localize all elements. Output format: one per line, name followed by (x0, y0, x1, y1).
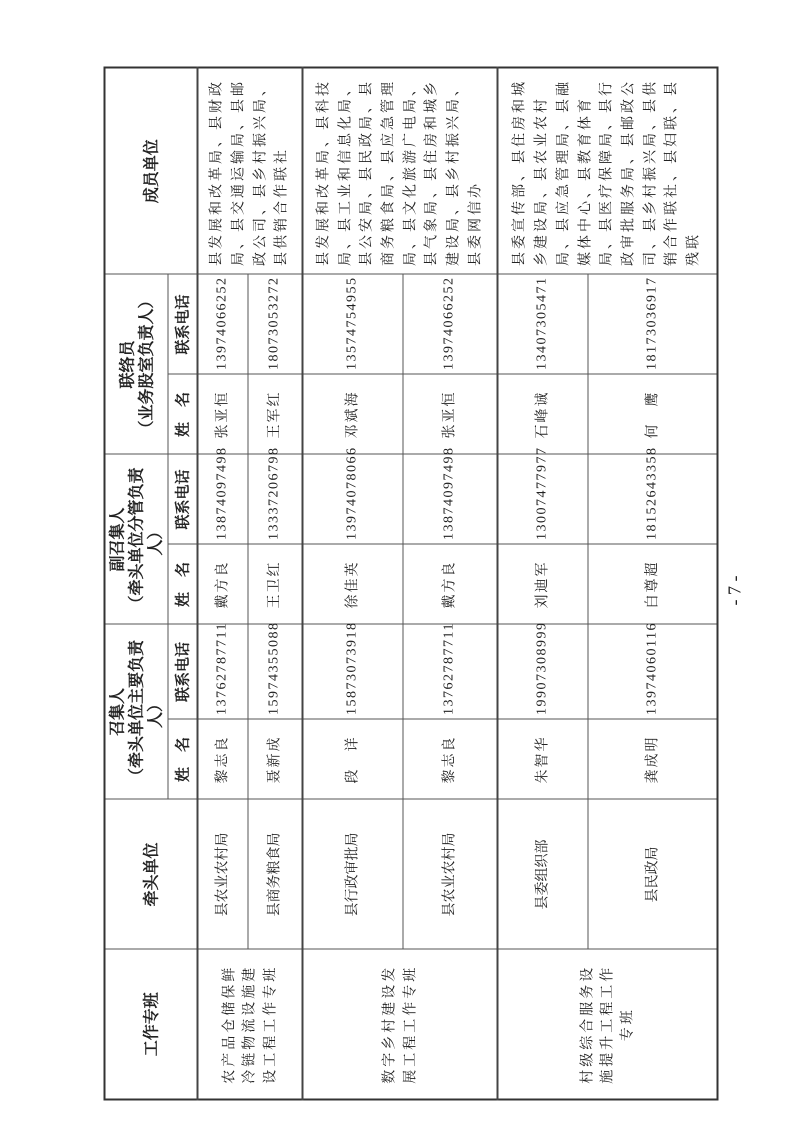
liaison-name: 石峰诚 (497, 374, 587, 454)
liaison-phone: 13974066252 (197, 274, 247, 374)
header-group: 工作专班 (104, 949, 197, 1099)
convener-name: 黎志良 (402, 719, 497, 799)
group-name: 村级综合服务设施提升工程工作专班 (497, 949, 717, 1099)
liaison-phone: 13574754955 (302, 274, 402, 374)
subheader-phone: 联系电话 (167, 624, 197, 719)
deputy-phone: 13337206798 (247, 454, 302, 544)
liaison-phone: 18173036917 (587, 274, 717, 374)
deputy-name: 徐佳英 (302, 544, 402, 624)
convener-phone: 13974060116 (587, 624, 717, 719)
deputy-phone: 13874097498 (197, 454, 247, 544)
liaison-name: 张亚恒 (402, 374, 497, 454)
deputy-name: 戴方良 (197, 544, 247, 624)
lead-unit: 县行政审批局 (302, 799, 402, 949)
liaison-phone: 13974066252 (402, 274, 497, 374)
lead-unit: 县委组织部 (497, 799, 587, 949)
convener-phone: 15873073918 (302, 624, 402, 719)
subheader-phone: 联系电话 (167, 274, 197, 374)
member-units: 县委宣传部、县住房和城乡建设局、县农业农村局、县应急管理局、县融媒体中心、县教育体育局、县医疗保障局、县行政审批服务局、县邮政公司、县乡村振兴局、县供销合作联社、县妇联、县残联 (497, 67, 717, 274)
convener-phone: 13762787711 (402, 624, 497, 719)
lead-unit: 县民政局 (587, 799, 717, 949)
convener-phone: 13762787711 (197, 624, 247, 719)
liaison-phone: 13407305471 (497, 274, 587, 374)
convener-name: 聂新成 (247, 719, 302, 799)
liaison-name: 王军红 (247, 374, 302, 454)
convener-name: 朱智华 (497, 719, 587, 799)
table-row (197, 67, 247, 1099)
lead-unit: 县农业农村局 (197, 799, 247, 949)
convener-name: 黎志良 (197, 719, 247, 799)
member-units: 县发展和改革局、县财政局、县交通运输局、县邮政公司、县乡村振兴局、县供销合作联社 (197, 67, 302, 274)
deputy-name: 王卫红 (247, 544, 302, 624)
group-name: 数字乡村建设发展工程工作专班 (302, 949, 497, 1099)
lead-unit: 县商务粮食局 (247, 799, 302, 949)
header-liaison: 联络员 （业务股室负责人） (104, 274, 167, 454)
subheader-name: 姓 名 (167, 544, 197, 624)
header-members: 成员单位 (104, 67, 197, 274)
header-deputy: 副召集人 （牵头单位分管负责人） (104, 454, 167, 624)
convener-name: 龚成明 (587, 719, 717, 799)
liaison-phone: 18073053272 (247, 274, 302, 374)
lead-unit: 县农业农村局 (402, 799, 497, 949)
deputy-name: 白尊超 (587, 544, 717, 624)
member-units: 县发展和改革局、县科技局、县工业和信息化局、县公安局、县民政局、县商务粮食局、县应急管理局、县文化旅游广电局、县气象局、县住房和城乡建设局、县乡村振兴局、县委网信办 (302, 67, 497, 274)
subheader-name: 姓 名 (167, 719, 197, 799)
subheader-phone: 联系电话 (167, 454, 197, 544)
liaison-name: 何 鹰 (587, 374, 717, 454)
deputy-phone: 13974078066 (302, 454, 402, 544)
header-lead-unit: 牵头单位 (104, 799, 197, 949)
subheader-name: 姓 名 (167, 374, 197, 454)
header-convener: 召集人 （牵头单位主要负责人） (104, 624, 167, 799)
deputy-name: 刘迪军 (497, 544, 587, 624)
deputy-phone: 18152643358 (587, 454, 717, 544)
header-row (104, 67, 167, 1099)
convener-phone: 15974355088 (247, 624, 302, 719)
convener-phone: 19907308999 (497, 624, 587, 719)
liaison-name: 邓斌海 (302, 374, 402, 454)
deputy-name: 戴方良 (402, 544, 497, 624)
deputy-phone: 13007477977 (497, 454, 587, 544)
work-group-table (103, 66, 718, 1100)
liaison-name: 张亚恒 (197, 374, 247, 454)
deputy-phone: 13874097498 (402, 454, 497, 544)
table-row (497, 67, 587, 1099)
group-name: 农产品仓储保鲜冷链物流设施建设工程工作专班 (197, 949, 302, 1099)
page-number: - 7 - (724, 575, 745, 606)
convener-name: 段 详 (302, 719, 402, 799)
rotated-table-container (103, 68, 700, 1100)
table-row (302, 67, 402, 1099)
